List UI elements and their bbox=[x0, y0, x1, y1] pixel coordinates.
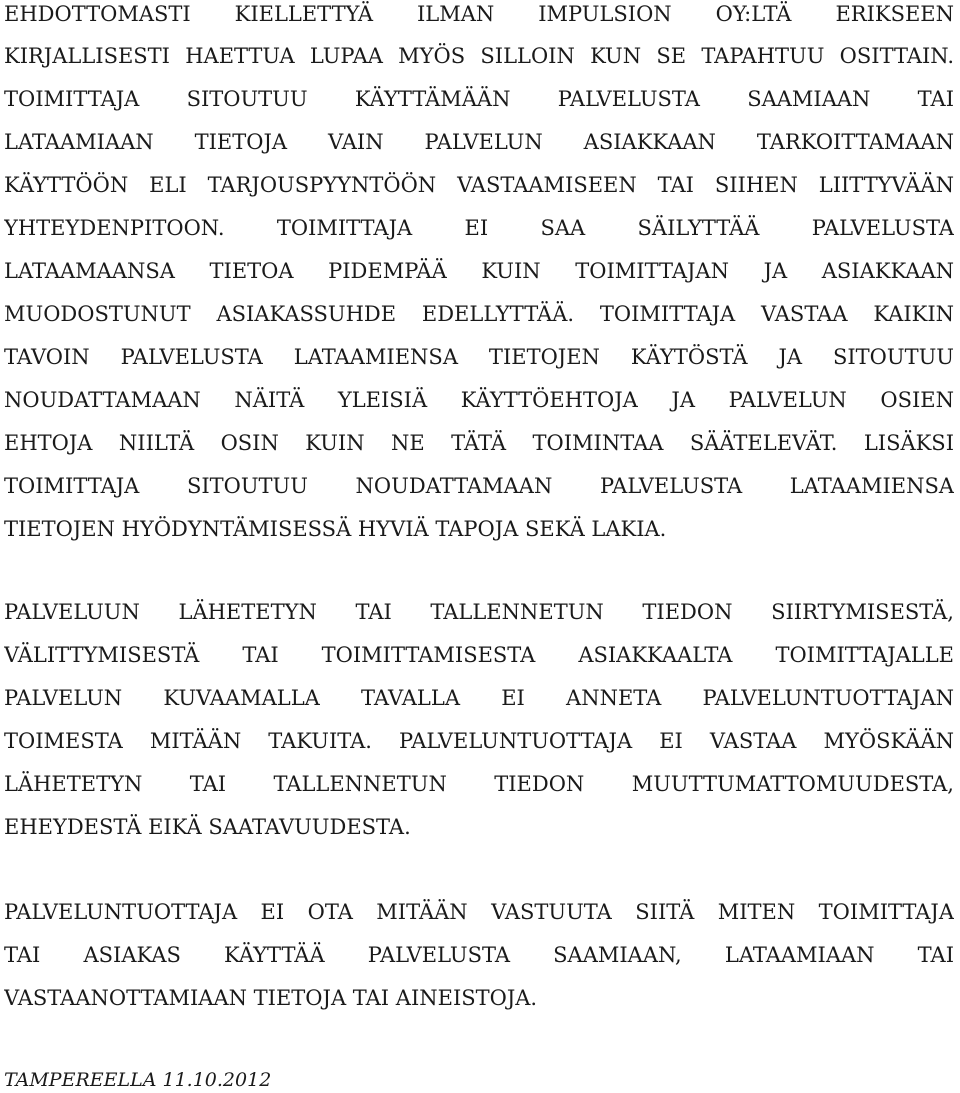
text-line: PALVELUNTUOTTAJA EI OTA MITÄÄN VASTUUTA SIITÄ MITEN TOIMITTAJA bbox=[4, 900, 954, 924]
text-line: MUODOSTUNUT ASIAKASSUHDE EDELLYTTÄÄ. TOIMITTAJA VASTAA KAIKIN bbox=[4, 302, 954, 326]
text-line: EHEYDESTÄ EIKÄ SAATAVUUDESTA. bbox=[4, 815, 411, 839]
text-line: VÄLITTYMISESTÄ TAI TOIMITTAMISESTA ASIAKKAALTA TOIMITTAJALLE bbox=[4, 643, 954, 667]
text-line: LÄHETETYN TAI TALLENNETUN TIEDON MUUTTUMATTOMUUDESTA, bbox=[4, 772, 954, 796]
text-line: PALVELUN KUVAAMALLA TAVALLA EI ANNETA PALVELUNTUOTTAJAN bbox=[4, 686, 954, 710]
text-line: VASTAANOTTAMIAAN TIETOJA TAI AINEISTOJA. bbox=[4, 986, 538, 1010]
text-line: NOUDATTAMAAN NÄITÄ YLEISIÄ KÄYTTÖEHTOJA JA PALVELUN OSIEN bbox=[4, 388, 954, 412]
text-line: KÄYTTÖÖN ELI TARJOUSPYYNTÖÖN VASTAAMISEEN TAI SIIHEN LIITTYVÄÄN bbox=[4, 173, 954, 197]
text-line: LATAAMAANSA TIETOA PIDEMPÄÄ KUIN TOIMITTAJAN JA ASIAKKAAN bbox=[4, 259, 954, 283]
text-line: TAI ASIAKAS KÄYTTÄÄ PALVELUSTA SAAMIAAN, LATAAMIAAN TAI bbox=[4, 943, 954, 967]
text-line: PALVELUUN LÄHETETYN TAI TALLENNETUN TIEDON SIIRTYMISESTÄ, bbox=[4, 600, 954, 624]
text-line: EHTOJA NIILTÄ OSIN KUIN NE TÄTÄ TOIMINTAA SÄÄTELEVÄT. LISÄKSI bbox=[4, 431, 954, 455]
text-line: EHDOTTOMASTI KIELLETTYÄ ILMAN IMPULSION OY:LTÄ ERIKSEEN bbox=[4, 2, 954, 26]
text-line: TAVOIN PALVELUSTA LATAAMIENSA TIETOJEN KÄYTÖSTÄ JA SITOUTUU bbox=[4, 345, 954, 369]
text-line: TOIMITTAJA SITOUTUU NOUDATTAMAAN PALVELUSTA LATAAMIENSA bbox=[4, 474, 954, 498]
place-date-signature: TAMPEREELLA 11.10.2012 bbox=[4, 1069, 272, 1091]
text-line: KIRJALLISESTI HAETTUA LUPAA MYÖS SILLOIN KUN SE TAPAHTUU OSITTAIN. bbox=[4, 44, 954, 68]
text-line: LATAAMIAAN TIETOJA VAIN PALVELUN ASIAKKAAN TARKOITTAMAAN bbox=[4, 130, 954, 154]
text-line: TOIMESTA MITÄÄN TAKUITA. PALVELUNTUOTTAJA EI VASTAA MYÖSKÄÄN bbox=[4, 729, 954, 753]
text-line: YHTEYDENPITOON. TOIMITTAJA EI SAA SÄILYTTÄÄ PALVELUSTA bbox=[4, 216, 954, 240]
text-line: TIETOJEN HYÖDYNTÄMISESSÄ HYVIÄ TAPOJA SEKÄ LAKIA. bbox=[4, 517, 667, 541]
text-line: TOIMITTAJA SITOUTUU KÄYTTÄMÄÄN PALVELUSTA SAAMIAAN TAI bbox=[4, 87, 954, 111]
